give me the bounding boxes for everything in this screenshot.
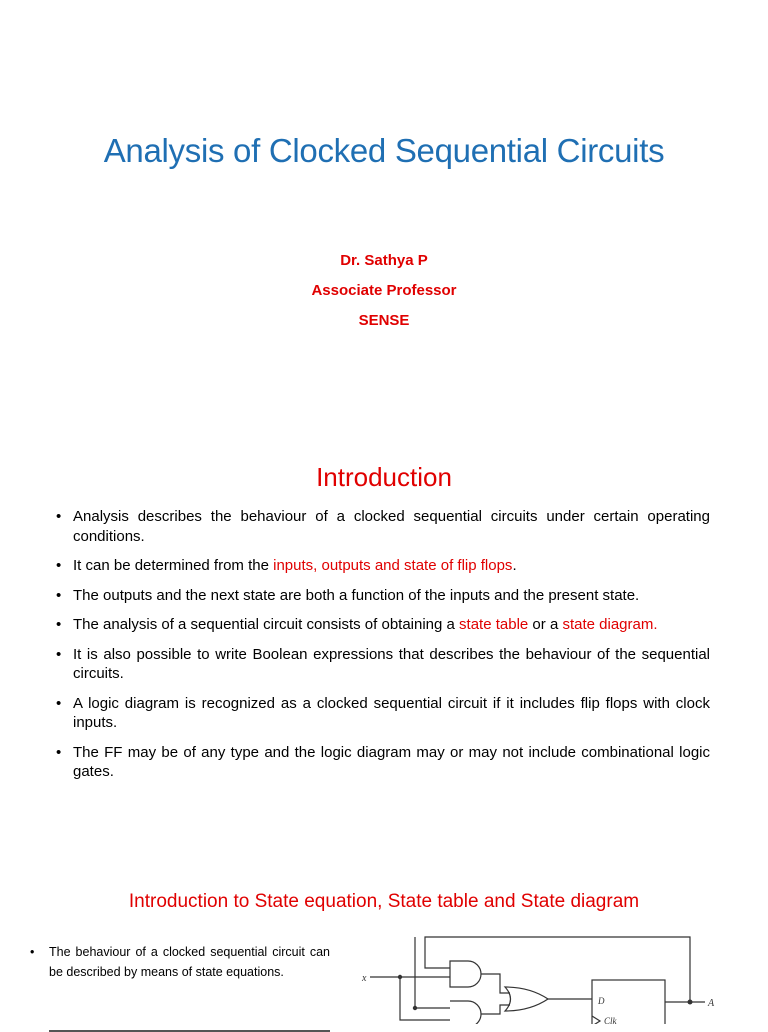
circuit-input-label: x — [362, 973, 367, 984]
bullet-text: The FF may be of any type and the logic diagram may or may not include combinational logic gates. — [73, 743, 710, 780]
bullet-text: The analysis of a sequential circuit consists of obtaining a — [73, 616, 460, 633]
cropped-next-line — [49, 1026, 330, 1032]
sequential-circuit-diagram — [330, 925, 730, 1024]
bullet-icon: • — [56, 645, 62, 663]
circuit-output-label: A — [708, 998, 715, 1009]
bullet-item — [56, 507, 710, 546]
bullet-icon: • — [56, 694, 62, 712]
bullet-icon: • — [56, 616, 62, 633]
bullet-text: It can be determined from the — [73, 557, 274, 574]
bullet-item — [56, 694, 710, 733]
bullet-item — [56, 645, 710, 684]
introduction-heading: Introduction — [316, 462, 452, 492]
bullet-text: . — [512, 557, 517, 574]
author-department: SENSE — [358, 312, 410, 329]
bullet-item — [56, 556, 710, 576]
state-section-heading: Introduction to State equation, State table and State diagram — [128, 891, 640, 912]
bullet-item — [56, 586, 710, 606]
highlight-text: state table — [459, 616, 529, 633]
circuit-d-label: D — [598, 996, 605, 1006]
bullet-icon: • — [56, 508, 62, 525]
bullet-icon: • — [56, 586, 62, 604]
bullet-item — [56, 743, 710, 782]
highlight-text: inputs, outputs and state of flip flops — [273, 557, 513, 574]
bullet-text: A logic diagram is recognized as a clocked sequential circuit if it includes flip flops with clock inputs. — [73, 694, 710, 731]
slide-title: Analysis of Clocked Sequential Circuits — [103, 132, 665, 169]
bullet-icon: • — [56, 557, 62, 574]
bullet-text: or a — [528, 616, 563, 633]
bullet-text: Analysis describes the behaviour of a clocked sequential circuits under certain operating conditions. — [73, 508, 710, 545]
bullet-item — [56, 615, 710, 635]
author-position: Associate Professor — [311, 282, 457, 299]
highlight-text: state diagram. — [562, 616, 658, 633]
introduction-bullet-list — [56, 507, 710, 792]
circuit-clock-label: Clk — [604, 1016, 617, 1024]
bullet-text: It is also possible to write Boolean expressions that describes the behaviour of the sequential circuits. — [73, 645, 710, 682]
bullet-text: The behaviour of a clocked sequential circuit can be described by means of state equations. — [49, 945, 330, 979]
bullet-icon: • — [56, 743, 62, 761]
author-block — [0, 250, 768, 340]
bullet-text: The outputs and the next state are both a function of the inputs and the present state. — [73, 586, 640, 604]
state-section-bullet — [30, 942, 330, 982]
author-name: Dr. Sathya P — [340, 252, 428, 269]
bullet-icon: • — [30, 945, 35, 959]
